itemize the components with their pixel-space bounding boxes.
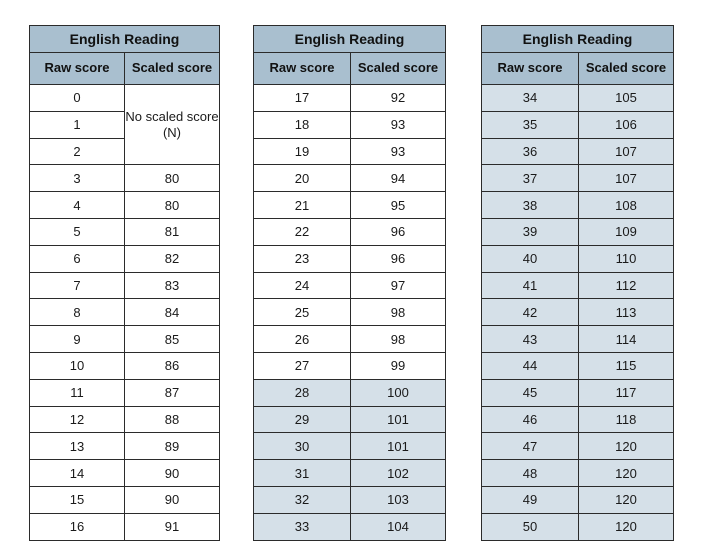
table-row xyxy=(30,433,220,460)
table-row xyxy=(254,85,446,112)
raw-score-cell: 40 xyxy=(482,245,579,272)
table-row xyxy=(30,460,220,487)
raw-score-cell: 7 xyxy=(30,272,125,299)
table-row xyxy=(30,352,220,379)
raw-score-cell: 28 xyxy=(254,379,351,406)
score-table-3 xyxy=(481,25,674,541)
table-row xyxy=(482,379,674,406)
scaled-score-cell: 105 xyxy=(579,85,674,112)
raw-score-cell: 18 xyxy=(254,111,351,138)
table-row xyxy=(482,486,674,513)
scaled-score-cell: 94 xyxy=(351,165,446,192)
scaled-score-cell: 113 xyxy=(579,299,674,326)
table-row xyxy=(30,326,220,353)
table-row xyxy=(254,460,446,487)
raw-score-cell: 35 xyxy=(482,111,579,138)
table-row xyxy=(482,406,674,433)
scaled-score-cell: 98 xyxy=(351,299,446,326)
raw-score-cell: 37 xyxy=(482,165,579,192)
table-row xyxy=(482,352,674,379)
table-row xyxy=(254,352,446,379)
scaled-score-cell: 82 xyxy=(125,245,220,272)
scaled-score-cell: 104 xyxy=(351,513,446,540)
raw-score-cell: 25 xyxy=(254,299,351,326)
score-table-2 xyxy=(253,25,446,541)
raw-score-cell: 29 xyxy=(254,406,351,433)
score-table-1 xyxy=(29,25,220,541)
raw-score-cell: 33 xyxy=(254,513,351,540)
raw-score-cell: 13 xyxy=(30,433,125,460)
table-row xyxy=(254,513,446,540)
table-row xyxy=(482,326,674,353)
table-row xyxy=(30,406,220,433)
raw-score-cell: 30 xyxy=(254,433,351,460)
raw-score-header: Raw score xyxy=(482,53,579,85)
table-row xyxy=(30,486,220,513)
raw-score-cell: 24 xyxy=(254,272,351,299)
raw-score-cell: 3 xyxy=(30,165,125,192)
scaled-score-cell: 120 xyxy=(579,433,674,460)
table-row xyxy=(482,138,674,165)
scaled-score-cell: 93 xyxy=(351,138,446,165)
table-row xyxy=(482,513,674,540)
table-row xyxy=(254,218,446,245)
raw-score-cell: 36 xyxy=(482,138,579,165)
scaled-score-cell: 92 xyxy=(351,85,446,112)
scaled-score-cell: 98 xyxy=(351,326,446,353)
raw-score-cell: 8 xyxy=(30,299,125,326)
table-row xyxy=(254,486,446,513)
raw-score-cell: 5 xyxy=(30,218,125,245)
scaled-score-cell: 114 xyxy=(579,326,674,353)
raw-score-header: Raw score xyxy=(254,53,351,85)
raw-score-cell: 15 xyxy=(30,486,125,513)
scaled-score-cell: 120 xyxy=(579,486,674,513)
scaled-score-cell: 100 xyxy=(351,379,446,406)
scaled-score-cell: 85 xyxy=(125,326,220,353)
scaled-score-cell: 91 xyxy=(125,513,220,540)
scaled-score-cell: 108 xyxy=(579,192,674,219)
table-row xyxy=(30,513,220,540)
table-row xyxy=(482,192,674,219)
raw-score-cell: 50 xyxy=(482,513,579,540)
table-row xyxy=(254,433,446,460)
raw-score-header: Raw score xyxy=(30,53,125,85)
scaled-score-header: Scaled score xyxy=(579,53,674,85)
scaled-score-cell: 110 xyxy=(579,245,674,272)
table-row xyxy=(482,245,674,272)
scaled-score-cell: 81 xyxy=(125,218,220,245)
raw-score-cell: 14 xyxy=(30,460,125,487)
table-row xyxy=(482,299,674,326)
table-row xyxy=(254,111,446,138)
raw-score-cell: 39 xyxy=(482,218,579,245)
scaled-score-cell: 86 xyxy=(125,352,220,379)
scaled-score-cell: 102 xyxy=(351,460,446,487)
scaled-score-cell: 109 xyxy=(579,218,674,245)
scaled-score-cell: 120 xyxy=(579,513,674,540)
raw-score-cell: 4 xyxy=(30,192,125,219)
raw-score-cell: 31 xyxy=(254,460,351,487)
table-row xyxy=(482,111,674,138)
raw-score-cell: 10 xyxy=(30,352,125,379)
table-row xyxy=(254,192,446,219)
table-row xyxy=(30,299,220,326)
table-row xyxy=(254,272,446,299)
raw-score-cell: 45 xyxy=(482,379,579,406)
scaled-score-cell: 96 xyxy=(351,245,446,272)
raw-score-cell: 9 xyxy=(30,326,125,353)
scaled-score-cell: 97 xyxy=(351,272,446,299)
scaled-score-cell: 80 xyxy=(125,192,220,219)
table-row xyxy=(254,379,446,406)
scaled-score-header: Scaled score xyxy=(351,53,446,85)
table-title: English Reading xyxy=(30,26,220,53)
table-title: English Reading xyxy=(254,26,446,53)
scaled-score-cell: 90 xyxy=(125,486,220,513)
table-row xyxy=(30,218,220,245)
table-row xyxy=(254,245,446,272)
scaled-score-cell: 117 xyxy=(579,379,674,406)
scaled-score-cell: 95 xyxy=(351,192,446,219)
scaled-score-cell: 80 xyxy=(125,165,220,192)
scaled-score-cell: 99 xyxy=(351,352,446,379)
table-row xyxy=(482,85,674,112)
scaled-score-header: Scaled score xyxy=(125,53,220,85)
raw-score-cell: 2 xyxy=(30,138,125,165)
scaled-score-cell: 106 xyxy=(579,111,674,138)
scaled-score-cell: 83 xyxy=(125,272,220,299)
table-row xyxy=(30,245,220,272)
table-title: English Reading xyxy=(482,26,674,53)
scaled-score-cell: 87 xyxy=(125,379,220,406)
no-scaled-score-cell: No scaled score (N) xyxy=(125,85,220,165)
table-row xyxy=(254,326,446,353)
table-row xyxy=(30,192,220,219)
table-row xyxy=(482,272,674,299)
scaled-score-cell: 101 xyxy=(351,406,446,433)
table-row xyxy=(482,433,674,460)
scaled-score-cell: 96 xyxy=(351,218,446,245)
table-row xyxy=(254,138,446,165)
scaled-score-cell: 101 xyxy=(351,433,446,460)
table-row xyxy=(30,165,220,192)
scaled-score-cell: 107 xyxy=(579,138,674,165)
table-row xyxy=(482,218,674,245)
scaled-score-cell: 115 xyxy=(579,352,674,379)
scaled-score-cell: 90 xyxy=(125,460,220,487)
raw-score-cell: 32 xyxy=(254,486,351,513)
raw-score-cell: 17 xyxy=(254,85,351,112)
scaled-score-cell: 93 xyxy=(351,111,446,138)
scaled-score-cell: 120 xyxy=(579,460,674,487)
table-row xyxy=(482,460,674,487)
raw-score-cell: 49 xyxy=(482,486,579,513)
table-row xyxy=(482,165,674,192)
raw-score-cell: 44 xyxy=(482,352,579,379)
scaled-score-cell: 112 xyxy=(579,272,674,299)
scaled-score-cell: 118 xyxy=(579,406,674,433)
raw-score-cell: 48 xyxy=(482,460,579,487)
table-row xyxy=(30,85,220,112)
raw-score-cell: 26 xyxy=(254,326,351,353)
raw-score-cell: 1 xyxy=(30,111,125,138)
scaled-score-cell: 89 xyxy=(125,433,220,460)
raw-score-cell: 16 xyxy=(30,513,125,540)
table-row xyxy=(254,299,446,326)
scaled-score-cell: 103 xyxy=(351,486,446,513)
scaled-score-cell: 107 xyxy=(579,165,674,192)
table-row xyxy=(30,272,220,299)
table-row xyxy=(254,165,446,192)
raw-score-cell: 43 xyxy=(482,326,579,353)
raw-score-cell: 38 xyxy=(482,192,579,219)
scaled-score-cell: 84 xyxy=(125,299,220,326)
raw-score-cell: 11 xyxy=(30,379,125,406)
raw-score-cell: 6 xyxy=(30,245,125,272)
raw-score-cell: 22 xyxy=(254,218,351,245)
scaled-score-cell: 88 xyxy=(125,406,220,433)
raw-score-cell: 21 xyxy=(254,192,351,219)
raw-score-cell: 12 xyxy=(30,406,125,433)
table-row xyxy=(30,379,220,406)
raw-score-cell: 20 xyxy=(254,165,351,192)
raw-score-cell: 46 xyxy=(482,406,579,433)
raw-score-cell: 47 xyxy=(482,433,579,460)
raw-score-cell: 19 xyxy=(254,138,351,165)
raw-score-cell: 27 xyxy=(254,352,351,379)
table-row xyxy=(254,406,446,433)
raw-score-cell: 0 xyxy=(30,85,125,112)
raw-score-cell: 34 xyxy=(482,85,579,112)
raw-score-cell: 23 xyxy=(254,245,351,272)
raw-score-cell: 41 xyxy=(482,272,579,299)
raw-score-cell: 42 xyxy=(482,299,579,326)
